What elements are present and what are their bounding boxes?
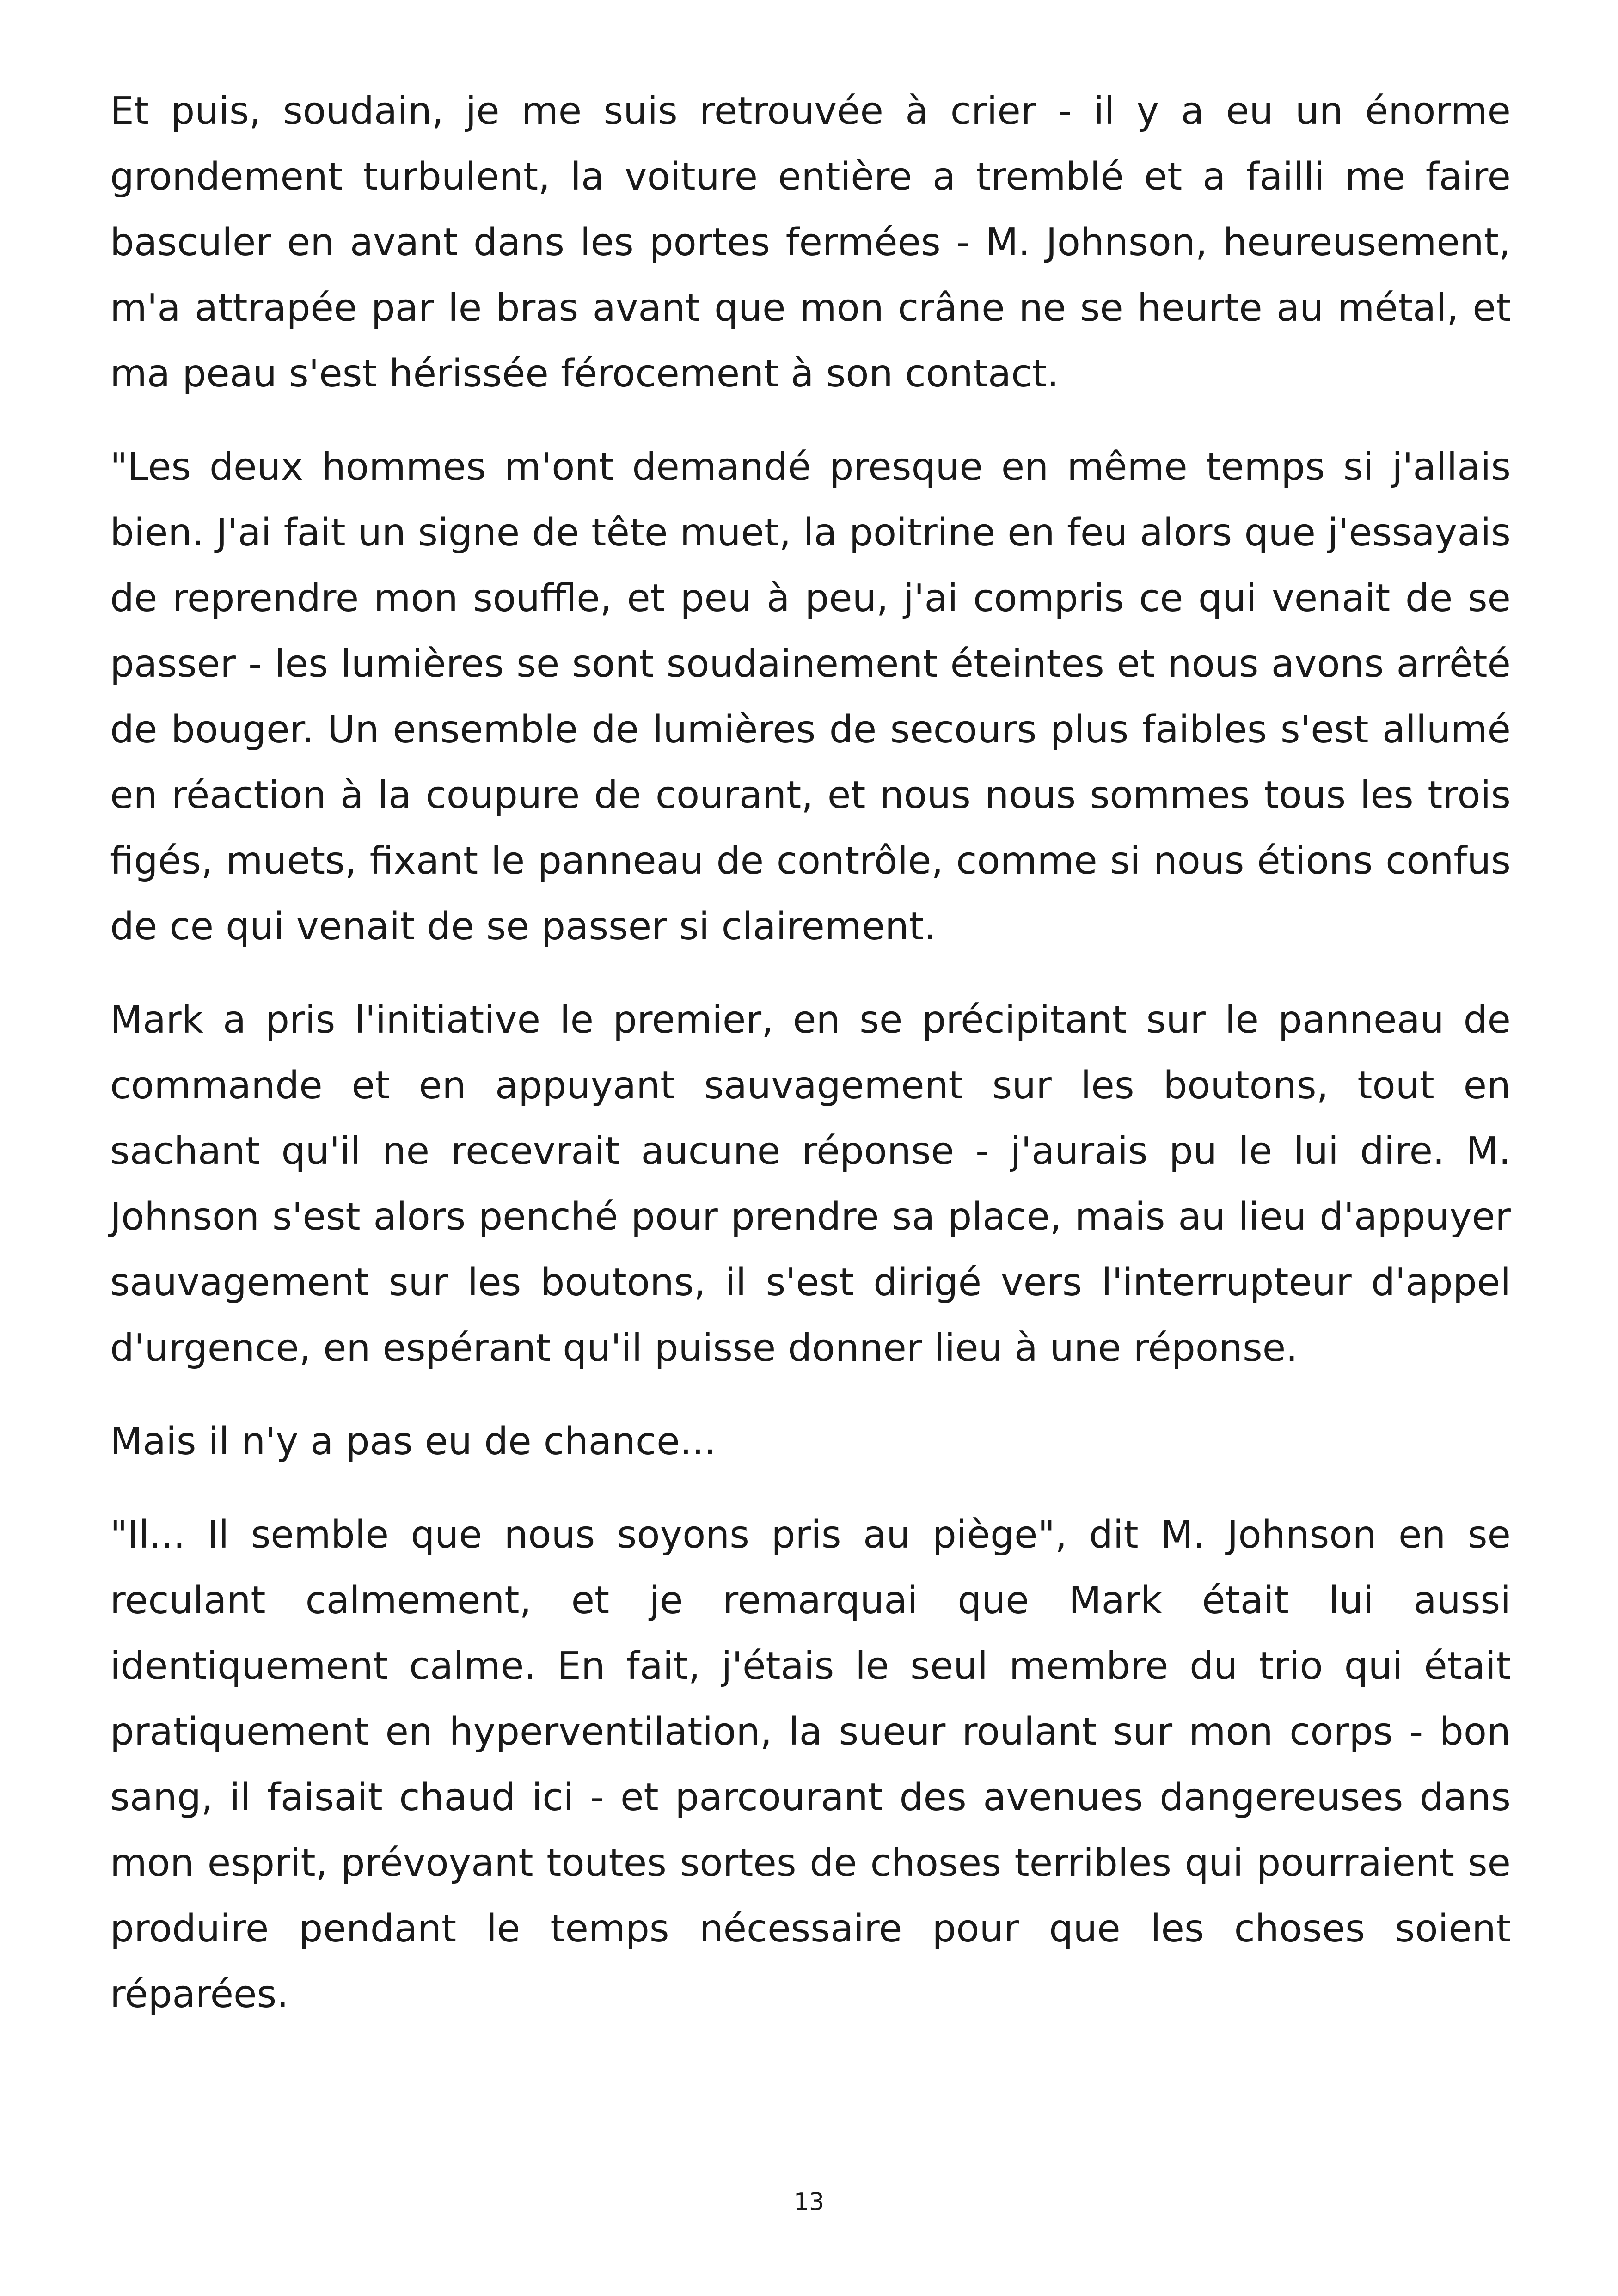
paragraph-2: "Les deux hommes m'ont demandé presque en même temps si j'allais bien. J'ai fait un signe de tête muet, la poitrine en feu alors que j'essayais de reprendre mon souffle, et peu à peu, j'ai compris ce qui venait de se passer - les lumières se sont soudainement éteintes et nous avons arrêté de bouger. Un ensemble de lumières de secours plus faibles s'est allumé en réaction à la coupure de courant, et nous nous sommes tous les trois figés, muets, fixant le panneau de contrôle, comme si nous étions confus de ce qui venait de se passer si clairement. [110, 445, 1511, 949]
paragraph-4: Mais il n'y a pas eu de chance... [110, 1420, 716, 1463]
page-number: 13 [793, 2188, 825, 2216]
paragraph-5: "Il... Il semble que nous soyons pris au piège", dit M. Johnson en se reculant calmement, et je remarquai que Mark était lui aussi identiquement calme. En fait, j'étais le seul membre du trio qui était pratiquement en hyperventilation, la sueur roulant sur mon corps - bon sang, il faisait chaud ici - et parcourant des avenues dangereuses dans mon esprit, prévoyant toutes sortes de choses terribles qui pourraient se produire pendant le temps nécessaire pour que les choses soient réparées. [110, 1513, 1511, 2016]
paragraph-3: Mark a pris l'initiative le premier, en se précipitant sur le panneau de commande et en appuyant sauvagement sur les boutons, tout en sachant qu'il ne recevrait aucune réponse - j'aurais pu le lui dire. M. Johnson s'est alors penché pour prendre sa place, mais au lieu d'appuyer sauvagement sur les boutons, il s'est dirigé vers l'interrupteur d'appel d'urgence, en espérant qu'il puisse donner lieu à une réponse. [110, 998, 1511, 1370]
paragraph-1: Et puis, soudain, je me suis retrouvée à crier - il y a eu un énorme grondement turbulent, la voiture entière a tremblé et a failli me faire basculer en avant dans les portes fermées - M. Johnson, heureusement, m'a attrapée par le bras avant que mon crâne ne se heurte au métal, et ma peau s'est hérissée férocement à son contact. [110, 89, 1511, 396]
body-text [110, 79, 1511, 2055]
